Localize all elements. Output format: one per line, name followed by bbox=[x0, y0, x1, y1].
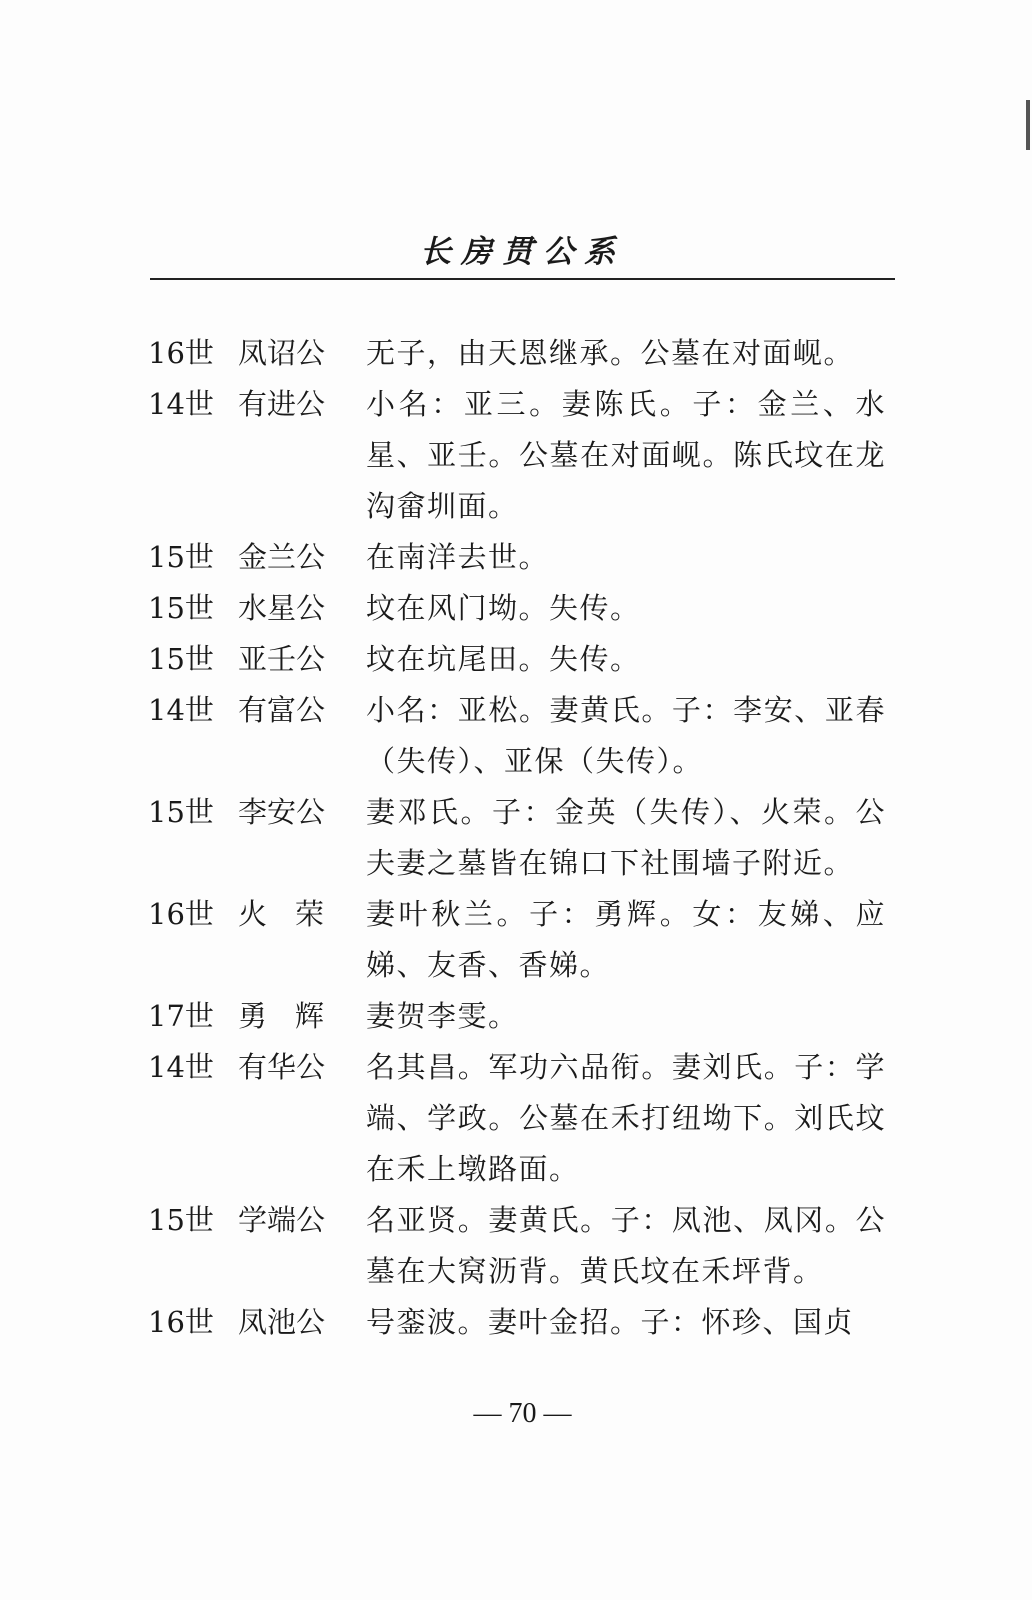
genealogy-entry bbox=[148, 634, 898, 685]
scan-edge-mark bbox=[1026, 100, 1030, 150]
generation-label: 14世 bbox=[148, 387, 214, 421]
genealogy-entry bbox=[148, 889, 898, 991]
generation-label: 15世 bbox=[148, 795, 214, 829]
person-description: 号銮波。妻叶金招。子：怀珍、国贞 bbox=[366, 1305, 855, 1339]
person-name: 有进公 bbox=[238, 387, 326, 421]
person-description: 妻邓氏。子：金英（失传）、火荣。公夫妻之墓皆在锦口下社围墙子附近。 bbox=[366, 795, 886, 880]
generation-label: 15世 bbox=[148, 540, 214, 574]
genealogy-entry bbox=[148, 1297, 898, 1348]
person-name: 金兰公 bbox=[238, 540, 326, 574]
genealogy-entry bbox=[148, 991, 898, 1042]
person-description: 小名：亚松。妻黄氏。子：李安、亚春（失传）、亚保（失传）。 bbox=[366, 693, 886, 778]
person-description: 坟在风门坳。失传。 bbox=[366, 591, 641, 625]
generation-label: 17世 bbox=[148, 999, 214, 1033]
person-description: 坟在坑尾田。失传。 bbox=[366, 642, 641, 676]
generation-label: 15世 bbox=[148, 591, 214, 625]
generation-label: 14世 bbox=[148, 1050, 214, 1084]
header-divider bbox=[150, 278, 895, 280]
person-description: 妻贺李雯。 bbox=[366, 999, 519, 1033]
person-description: 妻叶秋兰。子：勇辉。女：友娣、应娣、友香、香娣。 bbox=[366, 897, 886, 982]
generation-label: 14世 bbox=[148, 693, 214, 727]
genealogy-entry bbox=[148, 583, 898, 634]
person-description: 名亚贤。妻黄氏。子：凤池、凤冈。公墓在大窝沥背。黄氏坟在禾坪背。 bbox=[366, 1203, 886, 1288]
person-name: 凤诏公 bbox=[238, 336, 326, 370]
genealogy-entry bbox=[148, 787, 898, 889]
person-name: 学端公 bbox=[238, 1203, 326, 1237]
person-name: 有华公 bbox=[238, 1050, 326, 1084]
person-name: 勇辉 bbox=[238, 999, 353, 1033]
generation-label: 16世 bbox=[148, 336, 214, 370]
genealogy-entry bbox=[148, 1195, 898, 1297]
generation-label: 15世 bbox=[148, 1203, 214, 1237]
genealogy-entry bbox=[148, 685, 898, 787]
generation-label: 16世 bbox=[148, 897, 214, 931]
generation-label: 15世 bbox=[148, 642, 214, 676]
genealogy-entry bbox=[148, 379, 898, 532]
person-name: 火荣 bbox=[238, 897, 353, 931]
genealogy-entries bbox=[148, 328, 898, 1348]
page-number: — 70 — bbox=[473, 1398, 572, 1429]
person-description: 在南洋去世。 bbox=[366, 540, 550, 574]
person-description: 小名：亚三。妻陈氏。子：金兰、水星、亚壬。公墓在对面岘。陈氏坟在龙沟畲圳面。 bbox=[366, 387, 886, 523]
person-name: 李安公 bbox=[238, 795, 326, 829]
person-description: 名其昌。军功六品衔。妻刘氏。子：学端、学政。公墓在禾打纽坳下。刘氏坟在禾上墩路面。 bbox=[366, 1050, 886, 1186]
person-name: 亚壬公 bbox=[238, 642, 326, 676]
person-name: 有富公 bbox=[238, 693, 326, 727]
page-header-title: 长房贯公系 bbox=[420, 234, 625, 270]
person-description: 无子，由天恩继承。公墓在对面岘。 bbox=[366, 336, 855, 370]
generation-label: 16世 bbox=[148, 1305, 214, 1339]
genealogy-entry bbox=[148, 532, 898, 583]
person-name: 凤池公 bbox=[238, 1305, 326, 1339]
genealogy-entry bbox=[148, 328, 898, 379]
genealogy-entry bbox=[148, 1042, 898, 1195]
person-name: 水星公 bbox=[238, 591, 326, 625]
